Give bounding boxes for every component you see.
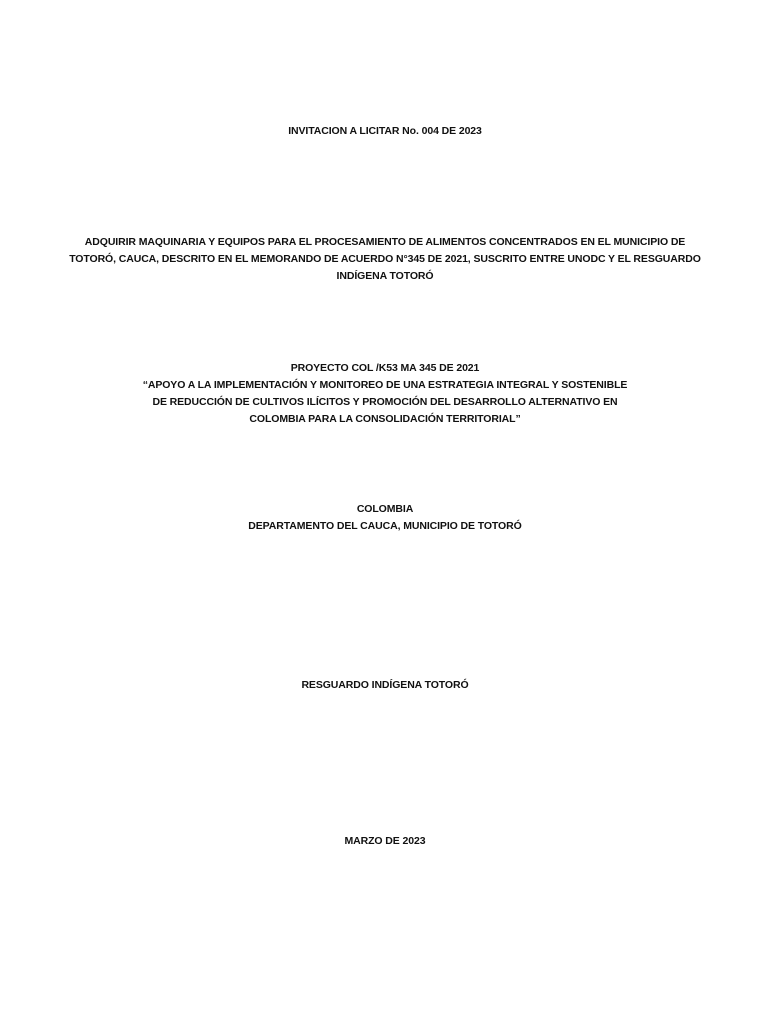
object-line-3: INDÍGENA TOTORÓ — [336, 270, 434, 282]
project-line-2: “APOYO A LA IMPLEMENTACIÓN Y MONITOREO DE UNA ESTRATEGIA INTEGRAL Y SOSTENIBLE — [142, 379, 628, 391]
object-line-1: ADQUIRIR MAQUINARIA Y EQUIPOS PARA EL PROCESAMIENTO DE ALIMENTOS CONCENTRADOS EN EL MUNICIPIO DE — [84, 236, 686, 248]
location-department: DEPARTAMENTO DEL CAUCA, MUNICIPIO DE TOTORÓ — [248, 520, 522, 532]
organization — [60, 677, 710, 694]
project-line-3: DE REDUCCIÓN DE CULTIVOS ILÍCITOS Y PROMOCIÓN DEL DESARROLLO ALTERNATIVO EN — [152, 396, 618, 408]
object-line-2: TOTORÓ, CAUCA, DESCRITO EN EL MEMORANDO DE ACUERDO N°345 DE 2021, SUSCRITO ENTRE UNODC Y EL RESGUARDO — [69, 253, 701, 265]
organization-name: RESGUARDO INDÍGENA TOTORÓ — [301, 679, 469, 691]
document-title — [60, 123, 710, 140]
location — [60, 501, 710, 535]
project-line-1: PROYECTO COL /K53 MA 345 DE 2021 — [290, 362, 480, 374]
date-text: MARZO DE 2023 — [344, 835, 426, 847]
project-description — [60, 360, 710, 428]
project-line-4: COLOMBIA PARA LA CONSOLIDACIÓN TERRITORIAL” — [249, 413, 521, 425]
object-description — [60, 234, 710, 285]
title-text: INVITACION A LICITAR No. 004 DE 2023 — [288, 125, 482, 137]
location-country: COLOMBIA — [356, 503, 414, 515]
document-date — [60, 833, 710, 850]
